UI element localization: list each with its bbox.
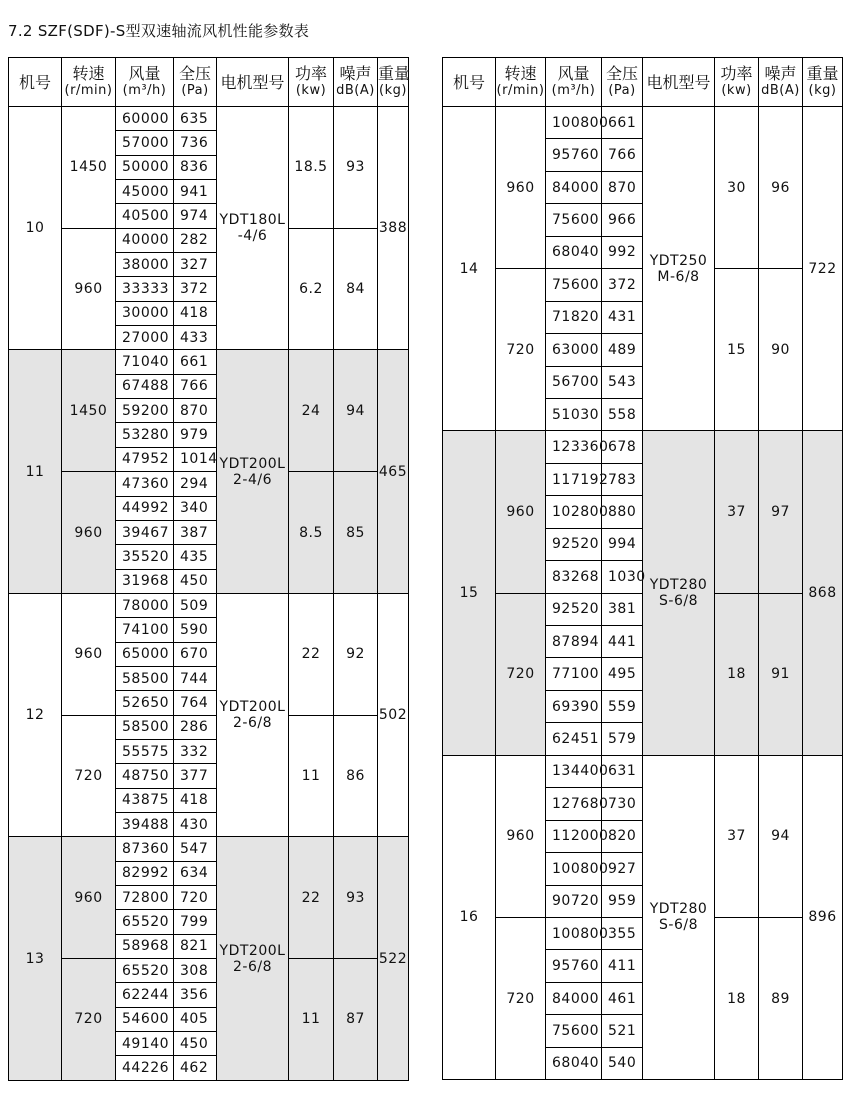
pressure-cell: 870 [174,399,217,423]
flow-cell: 35520 [116,545,174,569]
motor-model-cell [217,837,289,1080]
table-row [443,755,843,787]
flow-cell: 95760 [546,139,602,171]
flow-cell: 27000 [116,326,174,350]
flow-cell: 44992 [116,496,174,520]
speed-cell: 720 [496,917,546,1079]
col-power: 功率 (kw) [289,58,334,107]
motor-model-line: YDT200L [219,455,286,472]
col-model: 机号 [9,58,62,107]
pressure-cell: 418 [174,301,217,325]
flow-cell: 65000 [116,642,174,666]
flow-cell: 87894 [546,626,602,658]
pressure-cell: 294 [174,472,217,496]
flow-cell: 75600 [546,269,602,301]
flow-cell: 53280 [116,423,174,447]
flow-cell: 71820 [546,301,602,333]
table-row [9,959,409,983]
flow-cell: 82992 [116,861,174,885]
model-number-cell: 10 [9,107,62,350]
pressure-cell: 450 [174,1032,217,1056]
col-noise: 噪声 dB(A) [334,58,378,107]
power-cell: 18 [715,593,759,755]
motor-model-line: 2-6/8 [233,958,272,975]
pressure-cell: 461 [602,982,643,1014]
speed-cell: 960 [496,431,546,593]
pressure-cell: 372 [602,269,643,301]
pressure-cell: 435 [174,545,217,569]
model-number-cell: 15 [443,431,496,755]
pressure-cell: 678 [602,431,643,463]
pressure-cell: 433 [174,326,217,350]
col-speed: 转速 (r/min) [62,58,116,107]
pressure-cell: 340 [174,496,217,520]
flow-cell: 45000 [116,180,174,204]
pressure-cell: 327 [174,253,217,277]
noise-cell: 87 [334,959,378,1081]
flow-cell: 84000 [546,171,602,203]
pressure-cell: 1014 [174,447,217,471]
pressure-cell: 766 [602,139,643,171]
speed-cell: 1450 [62,107,116,229]
flow-cell: 127680 [546,788,602,820]
pressure-cell: 332 [174,739,217,763]
flow-cell: 84000 [546,982,602,1014]
flow-cell: 43875 [116,788,174,812]
power-cell: 37 [715,755,759,917]
flow-cell: 50000 [116,155,174,179]
pressure-cell: 430 [174,812,217,836]
pressure-cell: 282 [174,228,217,252]
flow-cell: 90720 [546,885,602,917]
col-weight: 重量 (kg) [803,58,843,107]
flow-cell: 68040 [546,1047,602,1079]
performance-table-left [8,57,409,1081]
pressure-cell: 979 [174,423,217,447]
header-row [443,58,843,107]
table-row [9,107,409,131]
flow-cell: 40000 [116,228,174,252]
flow-cell: 134400 [546,755,602,787]
pressure-cell: 941 [174,180,217,204]
flow-cell: 67488 [116,374,174,398]
col-speed: 转速 (r/min) [496,58,546,107]
speed-cell: 1450 [62,350,116,472]
pressure-cell: 462 [174,1056,217,1080]
power-cell: 37 [715,431,759,593]
flow-cell: 117192 [546,463,602,495]
pressure-cell: 441 [602,626,643,658]
motor-model-line: S-6/8 [659,917,698,934]
model-number-cell: 11 [9,350,62,593]
pressure-cell: 540 [602,1047,643,1079]
col-flow: 风量 (m³/h) [116,58,174,107]
noise-cell: 84 [334,228,378,350]
motor-model-line: S-6/8 [659,593,698,610]
power-cell: 18 [715,917,759,1079]
weight-cell: 388 [378,107,409,350]
power-cell: 18.5 [289,107,334,229]
motor-model-line: 2-4/6 [233,471,272,488]
pressure-cell: 744 [174,666,217,690]
flow-cell: 62451 [546,723,602,755]
power-cell: 6.2 [289,228,334,350]
flow-cell: 58500 [116,666,174,690]
flow-cell: 48750 [116,764,174,788]
noise-cell: 89 [759,917,803,1079]
motor-model-line: -4/6 [237,228,268,245]
flow-cell: 87360 [116,837,174,861]
pressure-cell: 766 [174,374,217,398]
speed-cell: 960 [62,228,116,350]
flow-cell: 100800 [546,917,602,949]
pressure-cell: 590 [174,618,217,642]
performance-table-right [442,57,843,1080]
flow-cell: 58968 [116,934,174,958]
pressure-cell: 558 [602,398,643,430]
noise-cell: 85 [334,472,378,594]
weight-cell: 502 [378,593,409,836]
pressure-cell: 635 [174,107,217,131]
pressure-cell: 959 [602,885,643,917]
model-number-cell: 14 [443,107,496,431]
table-body-right [443,107,843,1080]
flow-cell: 65520 [116,959,174,983]
pressure-cell: 783 [602,463,643,495]
flow-cell: 59200 [116,399,174,423]
flow-cell: 100800 [546,853,602,885]
pressure-cell: 927 [602,853,643,885]
flow-cell: 57000 [116,131,174,155]
pressure-cell: 661 [174,350,217,374]
flow-cell: 47360 [116,472,174,496]
motor-model-line: M-6/8 [657,268,700,285]
power-cell: 15 [715,269,759,431]
pressure-cell: 495 [602,658,643,690]
speed-cell: 960 [62,593,116,715]
flow-cell: 83268 [546,561,602,593]
power-cell: 22 [289,593,334,715]
motor-model-line: YDT280 [649,577,708,594]
pressure-cell: 661 [602,107,643,139]
motor-model-cell [643,107,715,431]
weight-cell: 722 [803,107,843,431]
pressure-cell: 308 [174,959,217,983]
col-model: 机号 [443,58,496,107]
flow-cell: 112000 [546,820,602,852]
motor-model-line: YDT250 [649,252,708,269]
col-pressure: 全压 (Pa) [602,58,643,107]
col-noise: 噪声 dB(A) [759,58,803,107]
pressure-cell: 579 [602,723,643,755]
flow-cell: 49140 [116,1032,174,1056]
power-cell: 11 [289,715,334,837]
flow-cell: 55575 [116,739,174,763]
col-weight: 重量 (kg) [378,58,409,107]
pressure-cell: 418 [174,788,217,812]
noise-cell: 96 [759,107,803,269]
table-row [9,472,409,496]
pressure-cell: 372 [174,277,217,301]
model-number-cell: 13 [9,837,62,1080]
pressure-cell: 489 [602,334,643,366]
header-row [9,58,409,107]
weight-cell: 868 [803,431,843,755]
speed-cell: 960 [496,755,546,917]
pressure-cell: 880 [602,496,643,528]
motor-model-line: 2-6/8 [233,715,272,732]
table-row [9,350,409,374]
flow-cell: 60000 [116,107,174,131]
speed-cell: 960 [62,837,116,959]
pressure-cell: 431 [602,301,643,333]
pressure-cell: 730 [602,788,643,820]
col-motor: 电机型号 [217,58,289,107]
col-power: 功率 (kw) [715,58,759,107]
pressure-cell: 387 [174,520,217,544]
noise-cell: 97 [759,431,803,593]
pressure-cell: 736 [174,131,217,155]
flow-cell: 78000 [116,593,174,617]
flow-cell: 95760 [546,950,602,982]
pressure-cell: 356 [174,983,217,1007]
speed-cell: 720 [496,593,546,755]
flow-cell: 33333 [116,277,174,301]
pressure-cell: 992 [602,236,643,268]
page-title: 7.2 SZF(SDF)-S型双速轴流风机性能参数表 [8,22,310,40]
speed-cell: 720 [62,959,116,1081]
weight-cell: 896 [803,755,843,1079]
motor-model-line: YDT280 [649,901,708,918]
flow-cell: 92520 [546,528,602,560]
power-cell: 30 [715,107,759,269]
pressure-cell: 670 [174,642,217,666]
flow-cell: 68040 [546,236,602,268]
table-row [443,107,843,139]
table-row [9,715,409,739]
pressure-cell: 634 [174,861,217,885]
pressure-cell: 377 [174,764,217,788]
noise-cell: 91 [759,593,803,755]
col-motor: 电机型号 [643,58,715,107]
noise-cell: 90 [759,269,803,431]
motor-model-line: YDT200L [219,699,286,716]
pressure-cell: 543 [602,366,643,398]
flow-cell: 102800 [546,496,602,528]
noise-cell: 93 [334,837,378,959]
flow-cell: 72800 [116,886,174,910]
flow-cell: 75600 [546,1015,602,1047]
pressure-cell: 966 [602,204,643,236]
power-cell: 22 [289,837,334,959]
table-row [9,228,409,252]
motor-model-cell [217,593,289,836]
flow-cell: 92520 [546,593,602,625]
power-cell: 8.5 [289,472,334,594]
flow-cell: 47952 [116,447,174,471]
pressure-cell: 381 [602,593,643,625]
flow-cell: 77100 [546,658,602,690]
weight-cell: 465 [378,350,409,593]
motor-model-line: YDT200L [219,942,286,959]
flow-cell: 39488 [116,812,174,836]
flow-cell: 69390 [546,690,602,722]
pressure-cell: 631 [602,755,643,787]
pressure-cell: 821 [174,934,217,958]
noise-cell: 94 [759,755,803,917]
pressure-cell: 411 [602,950,643,982]
noise-cell: 86 [334,715,378,837]
flow-cell: 123360 [546,431,602,463]
speed-cell: 720 [496,269,546,431]
flow-cell: 52650 [116,691,174,715]
table-row [9,593,409,617]
motor-model-cell [217,107,289,350]
pressure-cell: 405 [174,1007,217,1031]
noise-cell: 92 [334,593,378,715]
pressure-cell: 870 [602,171,643,203]
flow-cell: 51030 [546,398,602,430]
flow-cell: 54600 [116,1007,174,1031]
flow-cell: 100800 [546,107,602,139]
table-row [9,837,409,861]
col-flow: 风量 (m³/h) [546,58,602,107]
pressure-cell: 286 [174,715,217,739]
pressure-cell: 509 [174,593,217,617]
flow-cell: 31968 [116,569,174,593]
motor-model-cell [643,431,715,755]
weight-cell: 522 [378,837,409,1080]
flow-cell: 74100 [116,618,174,642]
flow-cell: 71040 [116,350,174,374]
motor-model-cell [217,350,289,593]
pressure-cell: 799 [174,910,217,934]
power-cell: 11 [289,959,334,1081]
pressure-cell: 547 [174,837,217,861]
pressure-cell: 974 [174,204,217,228]
pressure-cell: 355 [602,917,643,949]
pressure-cell: 720 [174,886,217,910]
pressure-cell: 559 [602,690,643,722]
flow-cell: 56700 [546,366,602,398]
flow-cell: 58500 [116,715,174,739]
flow-cell: 44226 [116,1056,174,1080]
flow-cell: 40500 [116,204,174,228]
flow-cell: 63000 [546,334,602,366]
flow-cell: 65520 [116,910,174,934]
pressure-cell: 764 [174,691,217,715]
noise-cell: 94 [334,350,378,472]
model-number-cell: 16 [443,755,496,1079]
col-pressure: 全压 (Pa) [174,58,217,107]
speed-cell: 720 [62,715,116,837]
flow-cell: 75600 [546,204,602,236]
table-row [443,431,843,463]
table-body-left [9,107,409,1081]
motor-model-line: YDT180L [219,212,286,229]
flow-cell: 62244 [116,983,174,1007]
pressure-cell: 521 [602,1015,643,1047]
model-number-cell: 12 [9,593,62,836]
flow-cell: 38000 [116,253,174,277]
pressure-cell: 820 [602,820,643,852]
pressure-cell: 450 [174,569,217,593]
speed-cell: 960 [496,107,546,269]
pressure-cell: 836 [174,155,217,179]
noise-cell: 93 [334,107,378,229]
power-cell: 24 [289,350,334,472]
flow-cell: 30000 [116,301,174,325]
pressure-cell: 994 [602,528,643,560]
pressure-cell: 1030 [602,561,643,593]
motor-model-cell [643,755,715,1079]
speed-cell: 960 [62,472,116,594]
flow-cell: 39467 [116,520,174,544]
